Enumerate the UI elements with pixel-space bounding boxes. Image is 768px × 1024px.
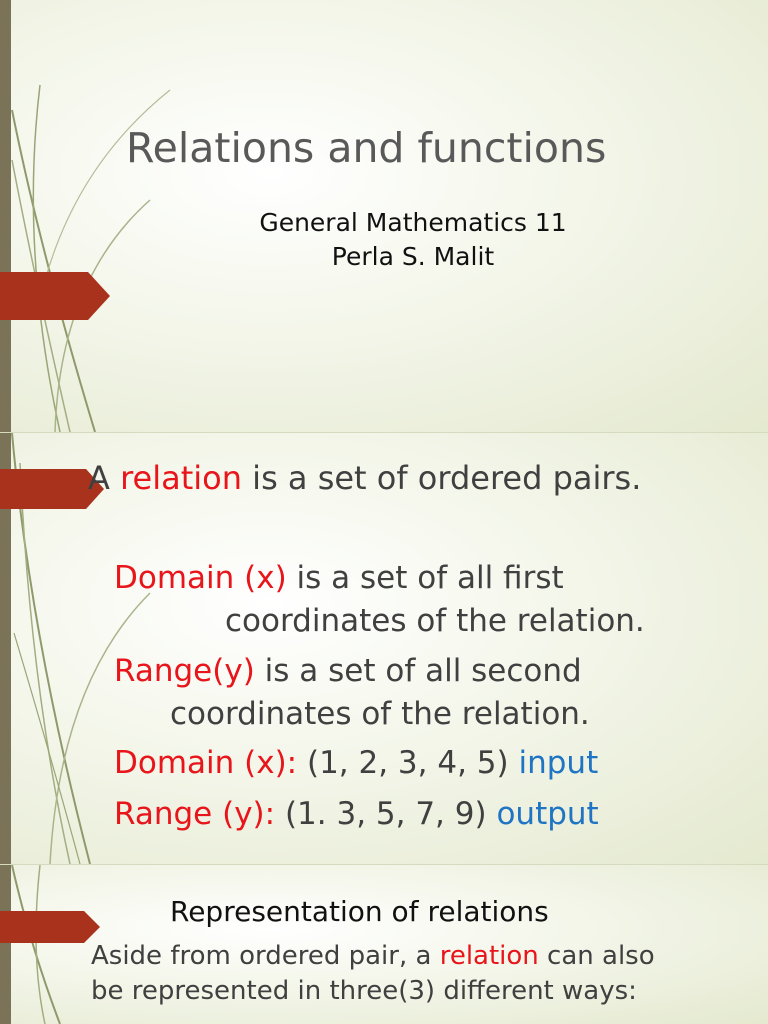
domain-example: Domain (x): (1, 2, 3, 4, 5) input xyxy=(114,745,599,781)
representation-heading: Representation of relations xyxy=(170,895,549,928)
relation-definition: A relation is a set of ordered pairs. xyxy=(88,459,642,497)
domain-definition: Domain (x) is a set of all first xyxy=(114,560,564,596)
representation-slide xyxy=(0,865,768,1024)
title-slide xyxy=(0,0,768,432)
representation-text-line2: be represented in three(3) different ways: xyxy=(91,976,637,1006)
domain-definition-cont: coordinates of the relation. xyxy=(225,603,645,639)
slide-subtitle-author: Perla S. Malit xyxy=(331,242,495,271)
range-definition-cont: coordinates of the relation. xyxy=(170,696,590,732)
slide-subtitle-course: General Mathematics 11 xyxy=(259,208,567,237)
representation-text-line1: Aside from ordered pair, a relation can also xyxy=(91,941,655,971)
range-definition: Range(y) is a set of all second xyxy=(114,653,582,689)
slide-title: Relations and functions xyxy=(126,124,607,172)
relation-definition-slide xyxy=(0,433,768,864)
range-example: Range (y): (1. 3, 5, 7, 9) output xyxy=(114,796,599,832)
title-tab-marker xyxy=(0,272,110,320)
slide-tab-marker xyxy=(0,911,110,943)
